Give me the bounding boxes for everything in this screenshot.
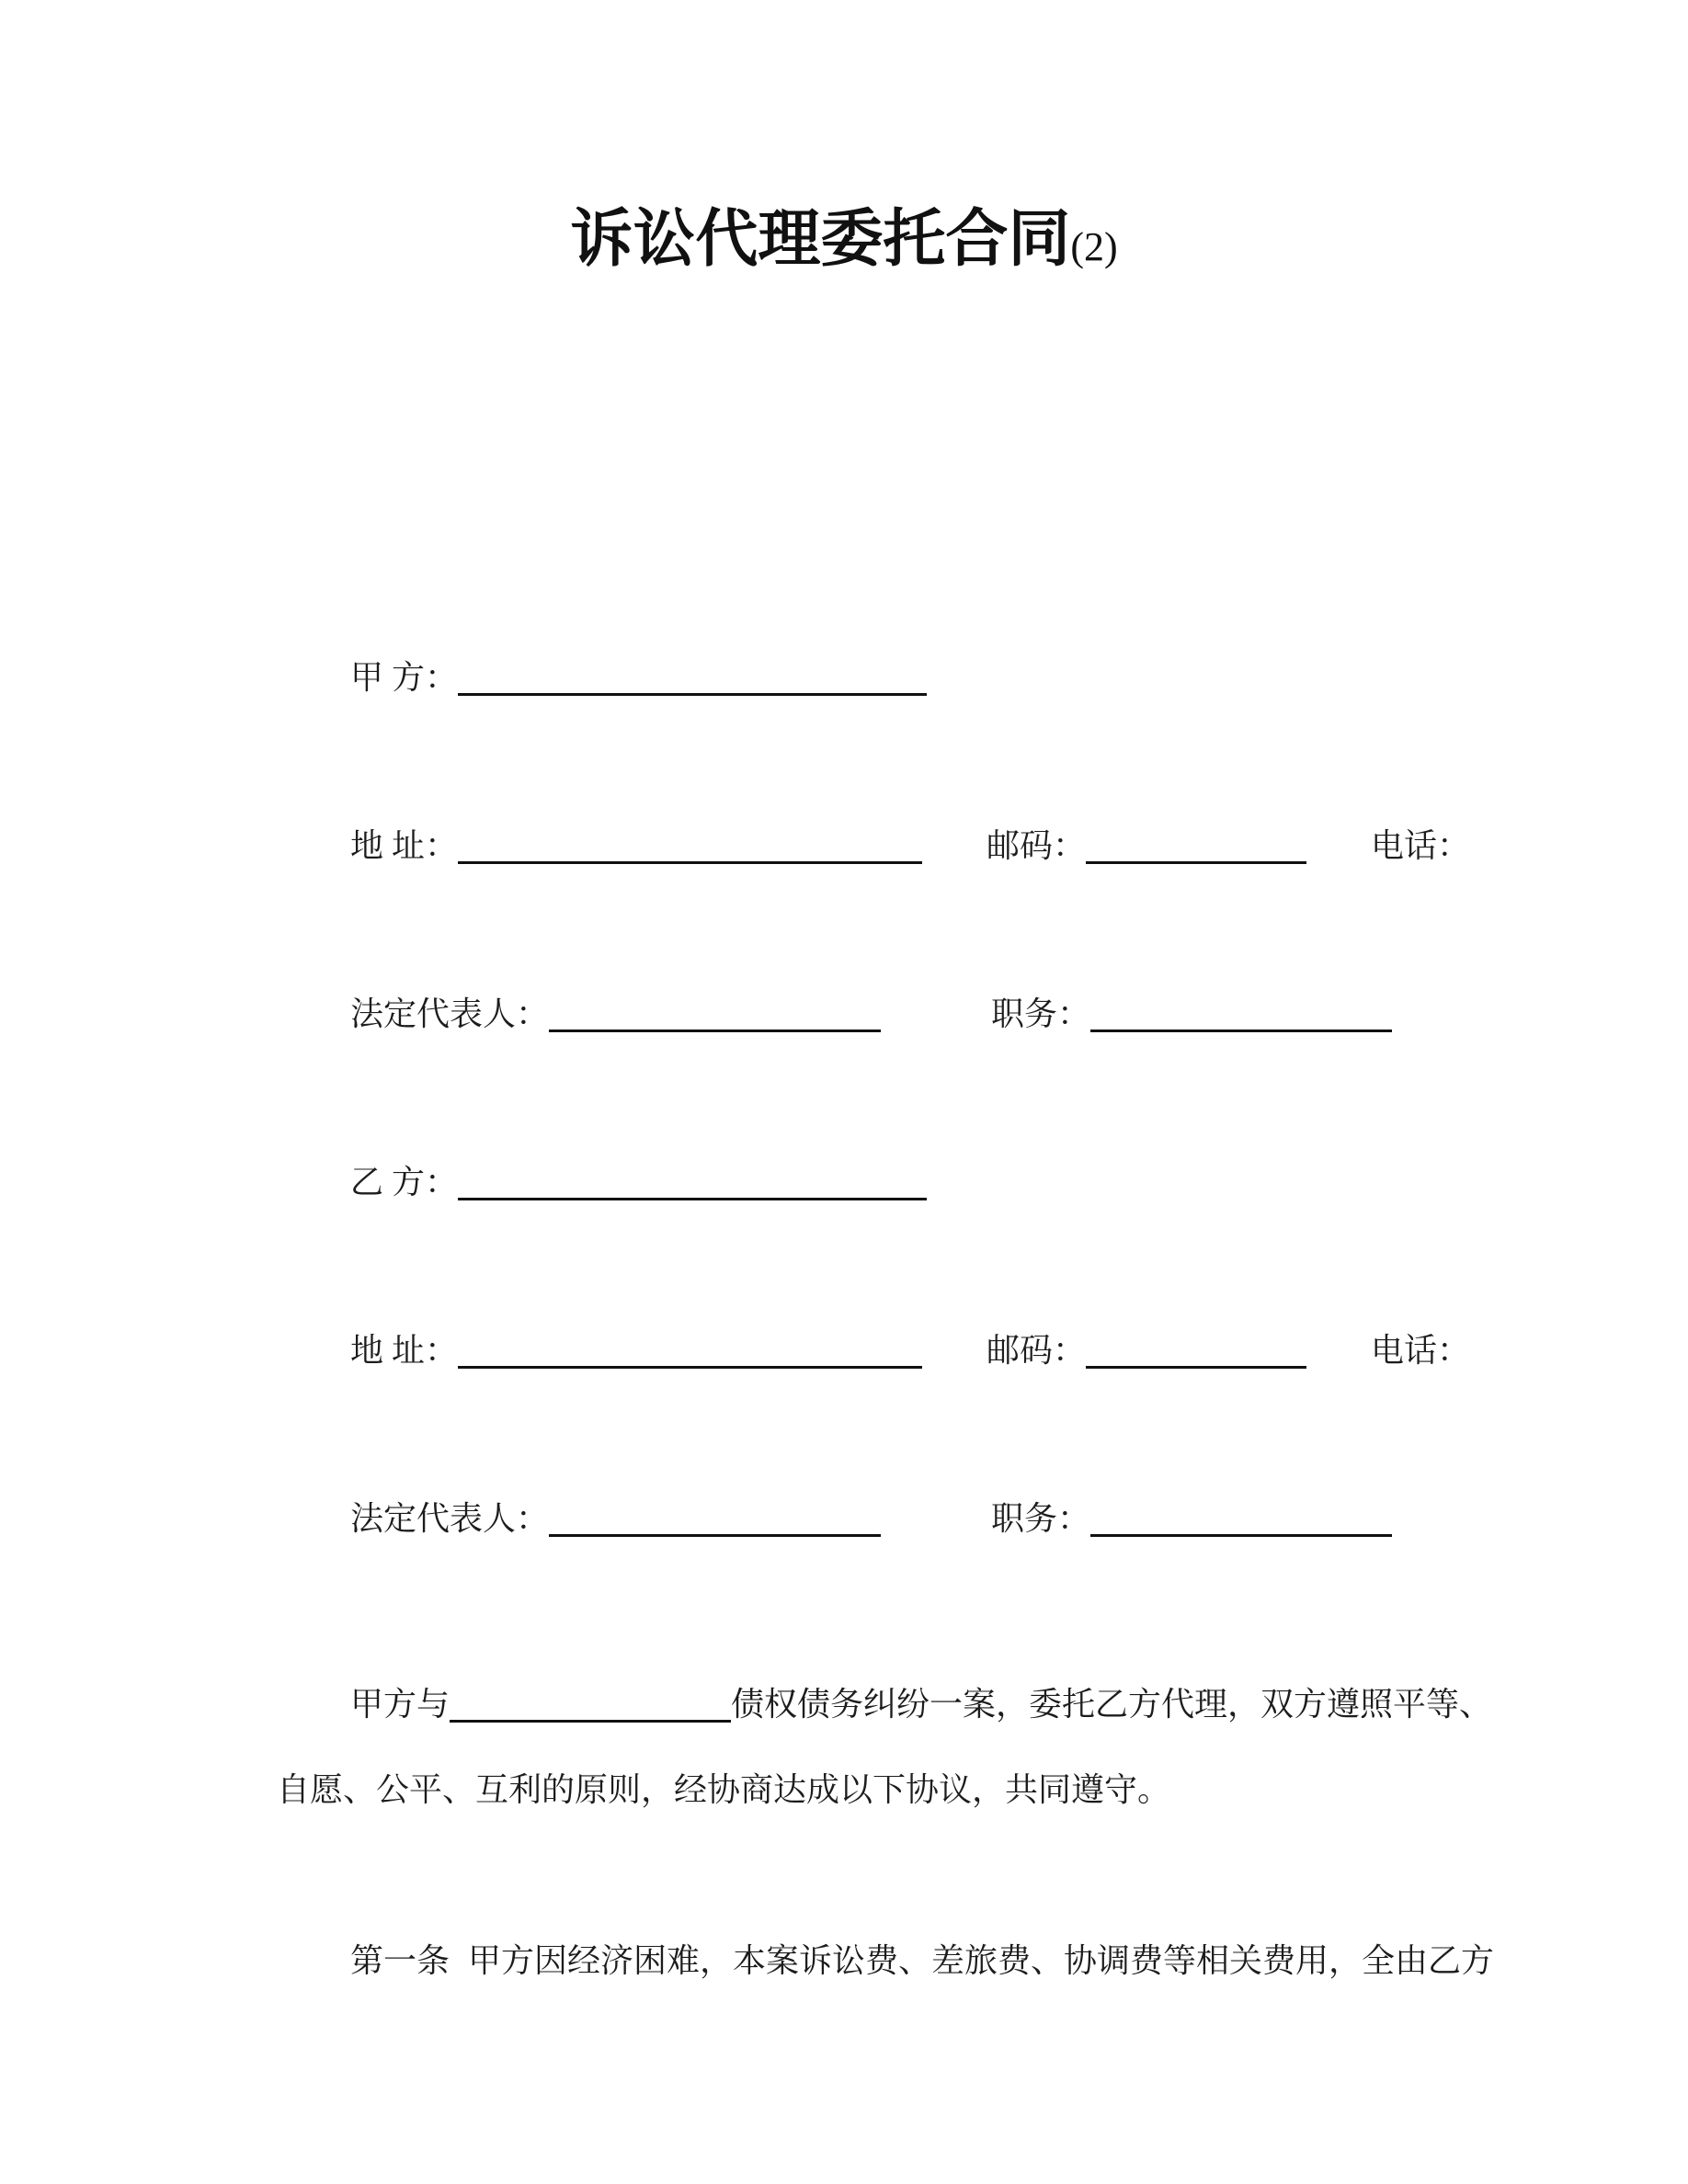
party-b-job-title-label: 职务： xyxy=(991,1500,1091,1537)
intro-paragraph-line-2 xyxy=(244,1729,1170,1850)
party-a-address-blank xyxy=(458,860,922,864)
clause-1-text: 甲方因经济困难，本案诉讼费、差旅费、协调费等相关费用，全由乙方 xyxy=(468,1942,1495,1979)
document-title-suffix: (2) xyxy=(1070,224,1118,269)
party-a-name-row xyxy=(317,617,927,738)
spacer xyxy=(881,1024,991,1025)
party-a-job-title-label: 职务： xyxy=(991,995,1091,1032)
intro-prefix-text: 甲方与 xyxy=(350,1686,451,1723)
party-a-zip-label: 邮码： xyxy=(987,827,1087,864)
spacer xyxy=(1306,1360,1371,1361)
party-a-address-row xyxy=(317,785,1470,906)
intro-line2-text: 自愿、公平、互利的原则，经协商达成以下协议，共同遵守。 xyxy=(277,1771,1171,1808)
spacer xyxy=(1306,856,1371,857)
party-a-legal-rep-row xyxy=(317,953,1392,1075)
party-a-phone-label: 电话： xyxy=(1371,827,1471,864)
party-b-name-blank xyxy=(458,1197,927,1200)
party-b-address-label: 地 址： xyxy=(350,1332,459,1369)
party-b-zip-label: 邮码： xyxy=(987,1332,1087,1369)
spacer xyxy=(922,856,987,857)
document-title xyxy=(0,195,1688,301)
party-a-address-label: 地 址： xyxy=(350,827,459,864)
party-a-label: 甲 方： xyxy=(350,659,459,696)
party-b-legal-rep-blank xyxy=(549,1533,881,1537)
spacer xyxy=(881,1529,991,1530)
party-a-zip-blank xyxy=(1086,860,1306,864)
party-b-legal-rep-label: 法定代表人： xyxy=(350,1500,550,1537)
party-b-zip-blank xyxy=(1086,1365,1306,1369)
party-b-label: 乙 方： xyxy=(350,1164,459,1200)
clause-1-number: 第一条 xyxy=(350,1942,451,1979)
party-b-job-title-blank xyxy=(1090,1533,1392,1537)
party-b-legal-rep-row xyxy=(317,1458,1392,1579)
document-title-text: 诉讼代理委托合同 xyxy=(570,204,1071,274)
party-b-phone-label: 电话： xyxy=(1371,1332,1471,1369)
clause-1-line xyxy=(317,1900,1494,2021)
party-a-job-title-blank xyxy=(1090,1029,1392,1032)
party-a-legal-rep-label: 法定代表人： xyxy=(350,995,550,1032)
intro-suffix-text: 债权债务纠纷一案，委托乙方代理，双方遵照平等、 xyxy=(731,1686,1493,1723)
party-a-legal-rep-blank xyxy=(549,1029,881,1032)
spacer xyxy=(922,1360,987,1361)
opposing-party-blank xyxy=(450,1719,731,1723)
party-b-name-row xyxy=(317,1121,927,1243)
party-b-address-blank xyxy=(458,1365,922,1369)
party-a-name-blank xyxy=(458,692,927,696)
party-b-address-row xyxy=(317,1290,1470,1411)
